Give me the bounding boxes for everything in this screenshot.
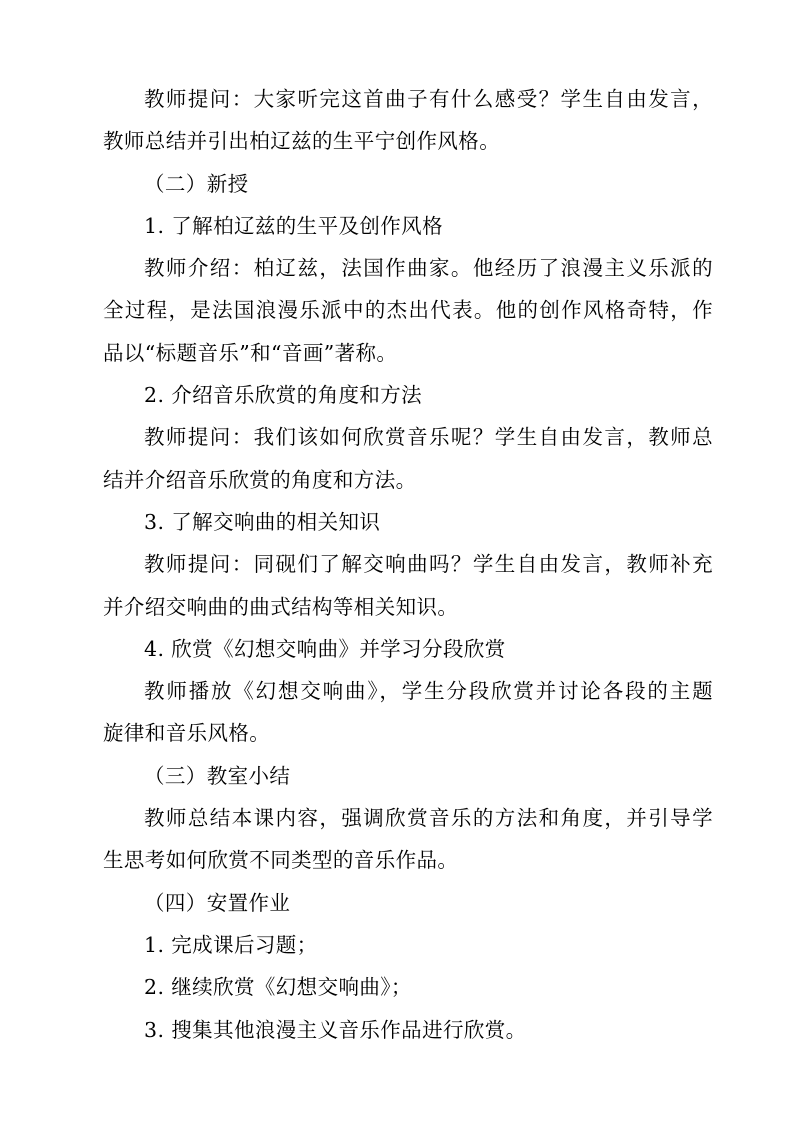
list-item: 3. 搜集其他浪漫主义音乐作品进行欣赏。 <box>144 1017 527 1042</box>
subsection-heading: 1. 了解柏辽兹的生平及创作风格 <box>144 213 443 238</box>
section-heading: （二）新授 <box>144 171 249 196</box>
list-item: 1. 完成课后习题； <box>144 932 318 957</box>
paragraph-line: 旋律和音乐风格。 <box>103 721 271 746</box>
subsection-heading: 2. 介绍音乐欣赏的角度和方法 <box>144 383 423 408</box>
paragraph-line: 并介绍交响曲的曲式结构等相关知识。 <box>103 594 459 619</box>
paragraph-line: 教师提问：同砚们了解交响曲吗？学生自由发言，教师补充 <box>144 552 713 577</box>
list-item: 2. 继续欣赏《幻想交响曲》； <box>144 975 412 1000</box>
paragraph-line: 教师总结并引出柏辽兹的生平宁创作风格。 <box>103 129 501 154</box>
paragraph-line: 品以“标题音乐”和“音画”著称。 <box>103 340 398 365</box>
section-heading: （三）教室小结 <box>144 763 291 788</box>
document-body <box>103 78 713 1051</box>
paragraph-line: 结并介绍音乐欣赏的角度和方法。 <box>103 467 417 492</box>
subsection-heading: 3. 了解交响曲的相关知识 <box>144 509 381 534</box>
paragraph-line: 教师介绍：柏辽兹，法国作曲家。他经历了浪漫主义乐派的 <box>144 256 713 281</box>
paragraph-line: 教师提问：我们该如何欣赏音乐呢？学生自由发言，教师总 <box>144 425 713 450</box>
section-heading: （四）安置作业 <box>144 890 291 915</box>
paragraph-line: 教师播放《幻想交响曲》，学生分段欣赏并讨论各段的主题 <box>144 679 713 704</box>
paragraph-line: 全过程，是法国浪漫乐派中的杰出代表。他的创作风格奇特，作 <box>103 298 713 323</box>
paragraph-line: 生思考如何欣赏不同类型的音乐作品。 <box>103 848 459 873</box>
paragraph-line: 教师提问：大家听完这首曲子有什么感受？学生自由发言， <box>144 87 713 111</box>
paragraph-line: 教师总结本课内容，强调欣赏音乐的方法和角度，并引导学 <box>144 806 713 831</box>
subsection-heading: 4. 欣赏《幻想交响曲》并学习分段欣赏 <box>144 636 506 661</box>
